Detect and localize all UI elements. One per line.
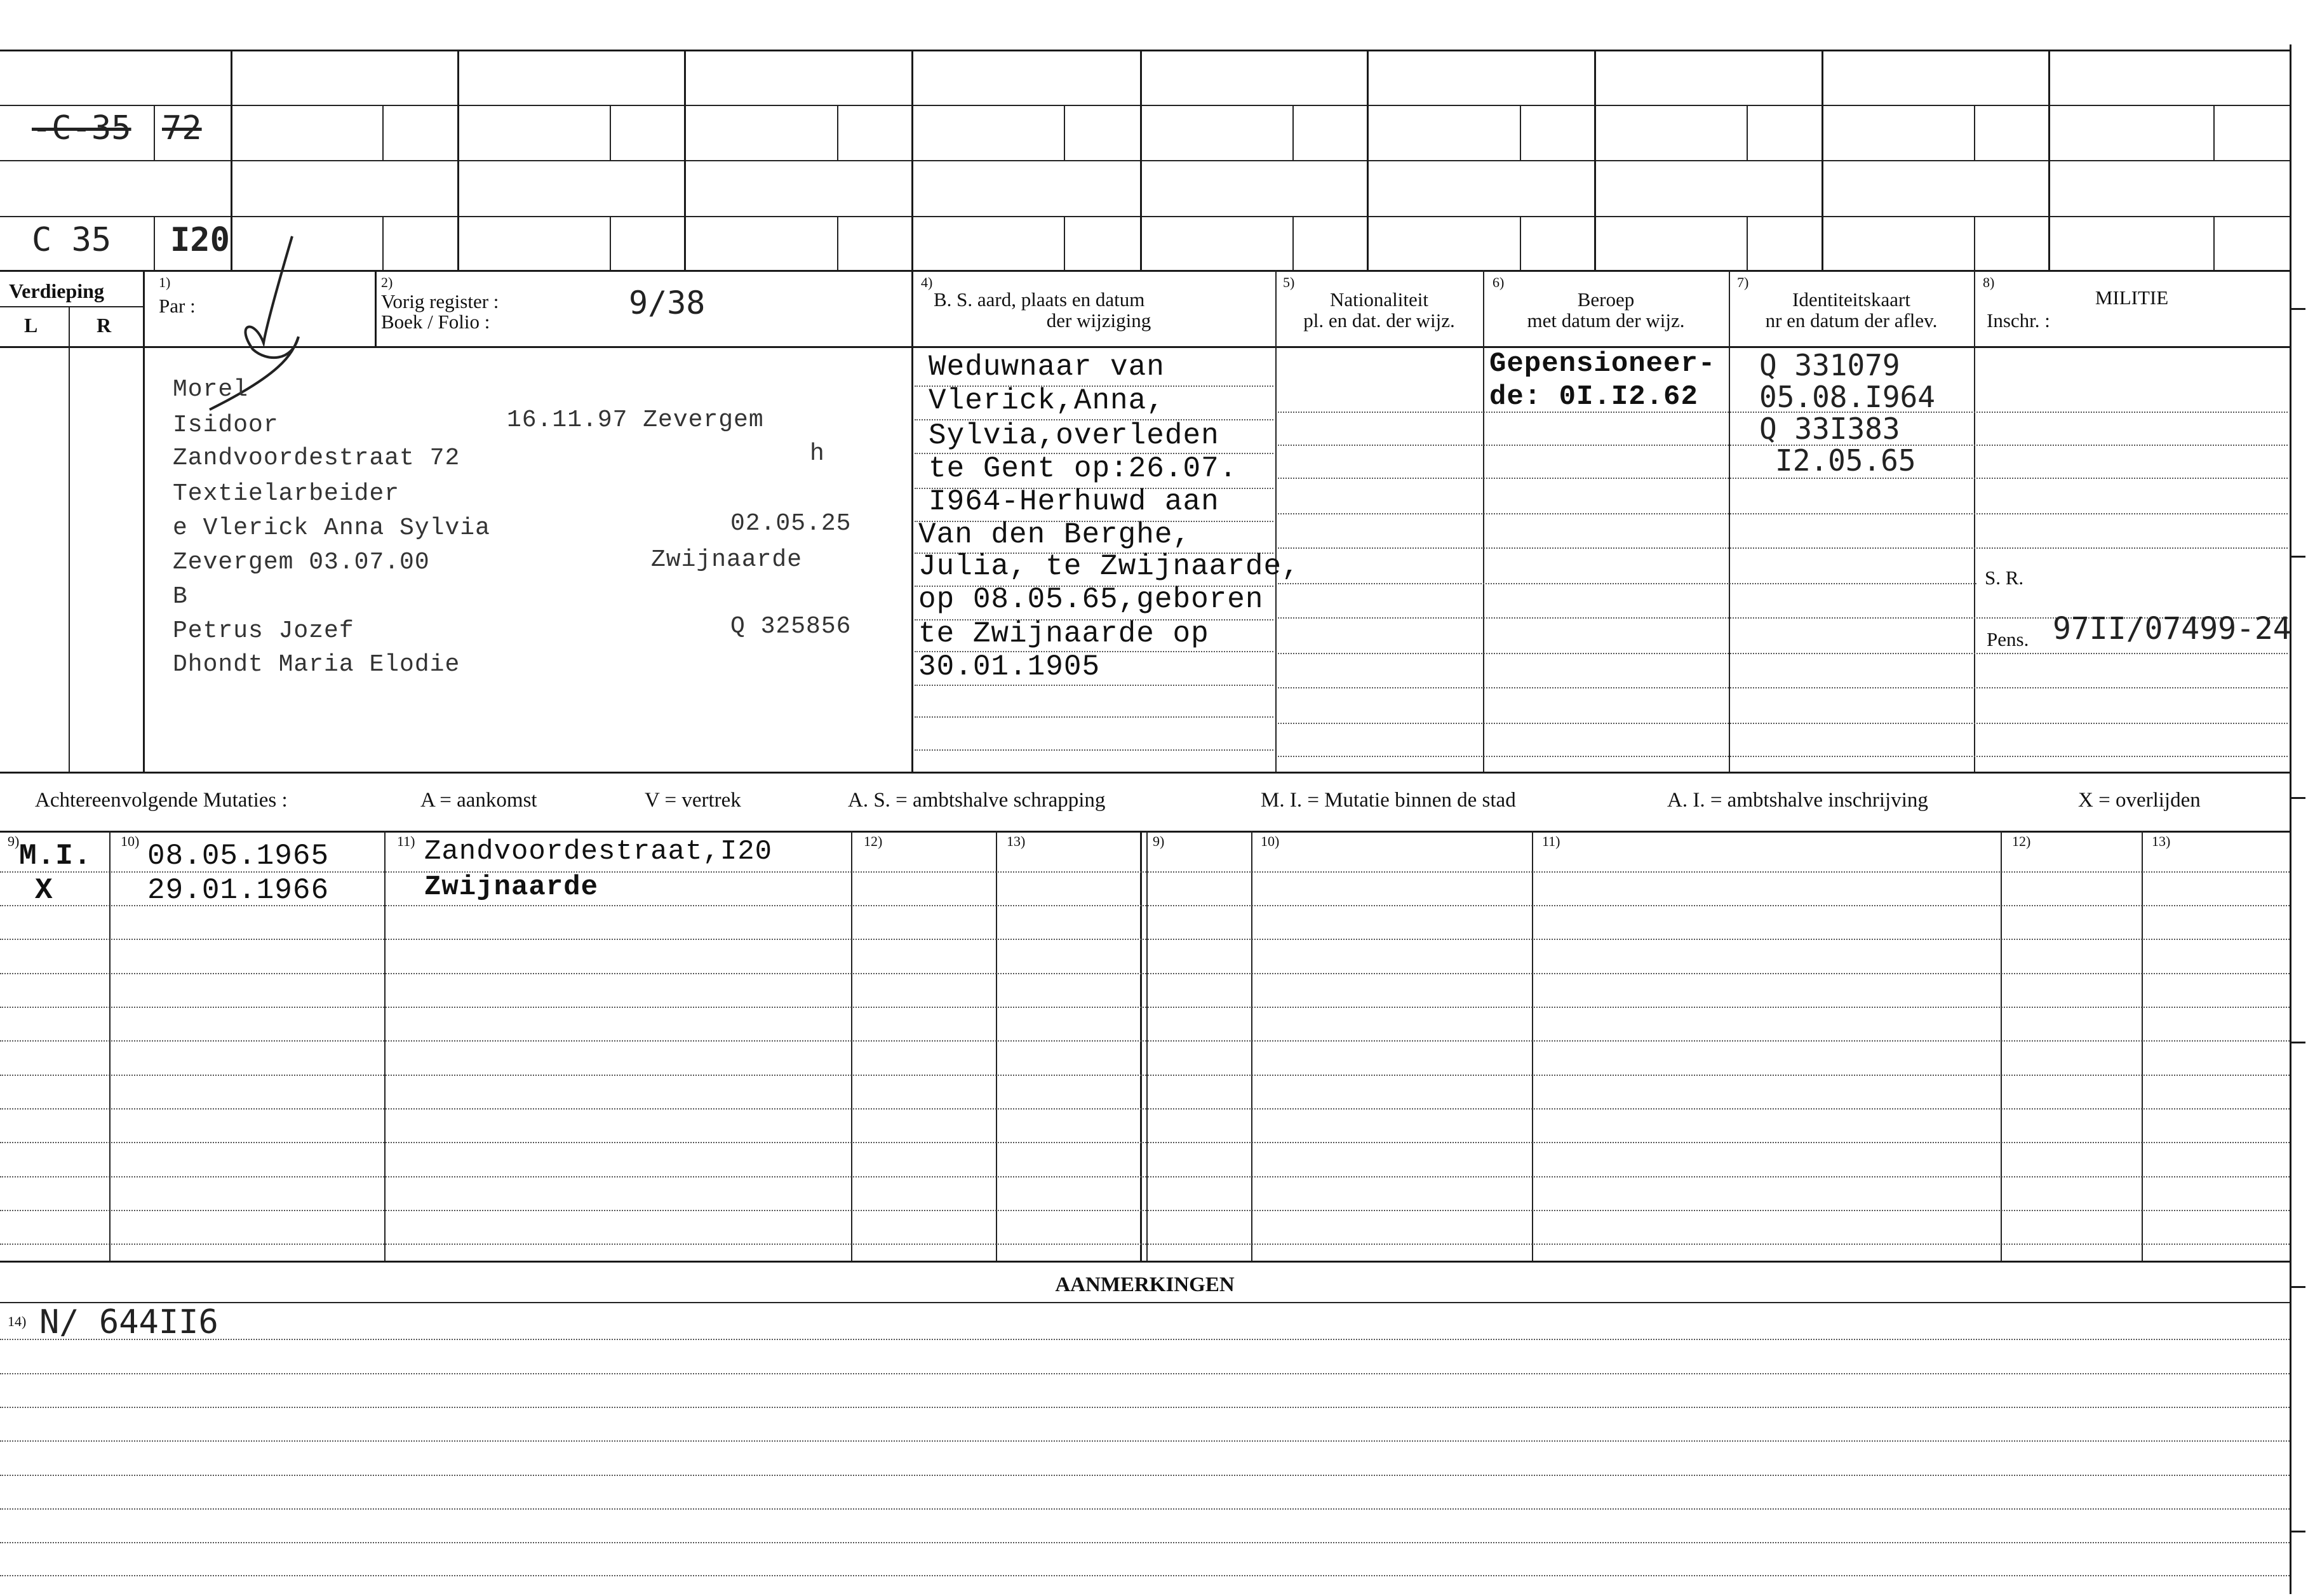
legend-mutatie: M. I. = Mutatie binnen de stad xyxy=(1261,789,1516,812)
person-firstname: Isidoor xyxy=(173,412,279,439)
person-surname: Morel xyxy=(173,376,249,403)
mutation-col-header: 12) xyxy=(864,833,883,849)
mutation-type: X xyxy=(35,874,53,907)
bs-entry-line: op 08.05.65,geboren xyxy=(918,583,1264,616)
mutation-type: M.I. xyxy=(19,840,92,873)
person-spouse-place: Zwijnaarde xyxy=(651,546,803,573)
mutation-date: 29.01.1966 xyxy=(147,874,330,907)
header-num-1: 1) xyxy=(159,274,171,290)
bs-entry-line: 30.01.1905 xyxy=(918,650,1101,683)
bs-entry-line: I964-Herhuwd aan xyxy=(929,485,1219,518)
legend-aankomst: A = aankomst xyxy=(420,789,537,812)
header-inschr: Inschr. : xyxy=(1987,309,2050,332)
id-card-number: Q 331079 xyxy=(1759,348,1900,382)
legend-overlijden: X = overlijden xyxy=(2078,789,2201,812)
bs-entry-line: Van den Berghe, xyxy=(918,518,1191,551)
bs-entry-line: Julia, te Zwijnaarde, xyxy=(918,550,1300,583)
person-father-id: Q 325856 xyxy=(730,613,852,640)
bs-entry-line: Sylvia,overleden xyxy=(929,419,1219,452)
header-num-4: 4) xyxy=(921,274,933,290)
header-verdieping: Verdieping xyxy=(9,279,104,302)
header-militie: MILITIE xyxy=(2095,286,2169,309)
legend-vertrek: V = vertrek xyxy=(645,789,741,812)
person-father: Petrus Jozef xyxy=(173,617,354,645)
beroep-entry-date: de: 0I.I2.62 xyxy=(1489,381,1698,413)
mutation-col-header: 13) xyxy=(1007,833,1026,849)
militie-pens-value: 97II/07499-24 xyxy=(2053,611,2291,647)
bs-entry-line: Weduwnaar van xyxy=(929,351,1165,384)
person-mark-b: B xyxy=(173,583,188,610)
remarks-value: N/ 644II6 xyxy=(39,1303,218,1341)
header-num-7: 7) xyxy=(1737,274,1749,290)
mutation-address: Zwijnaarde xyxy=(424,871,599,903)
header-l: L xyxy=(24,314,38,337)
mutation-col-header: 9) xyxy=(1153,833,1165,849)
remarks-title: AANMERKINGEN xyxy=(1055,1273,1235,1296)
header-r: R xyxy=(97,314,112,337)
bs-entry-line: Vlerick,Anna, xyxy=(929,384,1165,417)
mutation-date: 08.05.1965 xyxy=(147,840,330,873)
header-num-6: 6) xyxy=(1493,274,1505,290)
legend-title: Achtereenvolgende Mutaties : xyxy=(35,789,288,812)
header-boek-folio: Boek / Folio : xyxy=(381,311,490,333)
header-bs-line2: der wijziging xyxy=(1046,309,1151,332)
header-beroep: Beroep xyxy=(1577,288,1635,311)
top-grid-number-struck: 72 xyxy=(162,109,202,147)
header-nationaliteit-sub: pl. en dat. der wijz. xyxy=(1303,309,1455,332)
mutation-col-header: 11) xyxy=(1542,833,1560,849)
mutation-col-header: 9) xyxy=(8,833,20,849)
mutation-col-header: 10) xyxy=(121,833,140,849)
header-identiteitskaart-sub: nr en datum der aflev. xyxy=(1765,309,1938,332)
top-grid-code-struck: -C-35 xyxy=(32,109,131,147)
legend-inschrijving: A. I. = ambtshalve inschrijving xyxy=(1667,789,1928,812)
person-spouse: e Vlerick Anna Sylvia xyxy=(173,514,490,542)
header-num-8: 8) xyxy=(1983,274,1995,290)
header-num-5: 5) xyxy=(1283,274,1295,290)
person-spouse-birth: Zevergem 03.07.00 xyxy=(173,549,430,576)
person-mother: Dhondt Maria Elodie xyxy=(173,651,460,678)
header-identiteitskaart: Identiteitskaart xyxy=(1792,288,1910,311)
bs-entry-line: te Zwijnaarde op xyxy=(918,617,1209,650)
top-grid-code: C 35 xyxy=(32,221,112,259)
id-card-date: 05.08.I964 xyxy=(1759,380,1935,414)
top-grid-number: I20 xyxy=(170,221,230,259)
mutation-col-header: 13) xyxy=(2152,833,2171,849)
header-vorig-register: Vorig register : xyxy=(381,290,499,312)
beroep-entry: Gepensioneer- xyxy=(1489,348,1716,380)
header-nationaliteit: Nationaliteit xyxy=(1330,288,1428,311)
boek-folio-value: 9/38 xyxy=(629,285,706,321)
person-spouse-date: 02.05.25 xyxy=(730,510,852,537)
person-occupation: Textielarbeider xyxy=(173,480,400,507)
header-par: Par : xyxy=(159,295,196,317)
person-address-code: h xyxy=(810,440,825,467)
militie-sr: S. R. xyxy=(1985,567,2024,589)
mutation-address: Zandvoordestraat,I20 xyxy=(424,836,773,868)
id-card-date: I2.05.65 xyxy=(1775,443,1916,478)
header-bs-line1: B. S. aard, plaats en datum xyxy=(934,288,1145,311)
mutation-col-header: 12) xyxy=(2012,833,2031,849)
mutation-col-header: 10) xyxy=(1261,833,1280,849)
bs-entry-line: te Gent op:26.07. xyxy=(929,452,1238,485)
person-address: Zandvoordestraat 72 xyxy=(173,445,460,472)
militie-pens-label: Pens. xyxy=(1987,628,2029,650)
person-birth: 16.11.97 Zevergem xyxy=(507,406,764,434)
id-card-number: Q 33I383 xyxy=(1759,412,1900,446)
header-num-2: 2) xyxy=(381,274,393,290)
header-beroep-sub: met datum der wijz. xyxy=(1527,309,1685,332)
mutation-col-header: 11) xyxy=(397,833,415,849)
legend-schrapping: A. S. = ambtshalve schrapping xyxy=(848,789,1106,812)
remarks-num: 14) xyxy=(8,1313,27,1329)
